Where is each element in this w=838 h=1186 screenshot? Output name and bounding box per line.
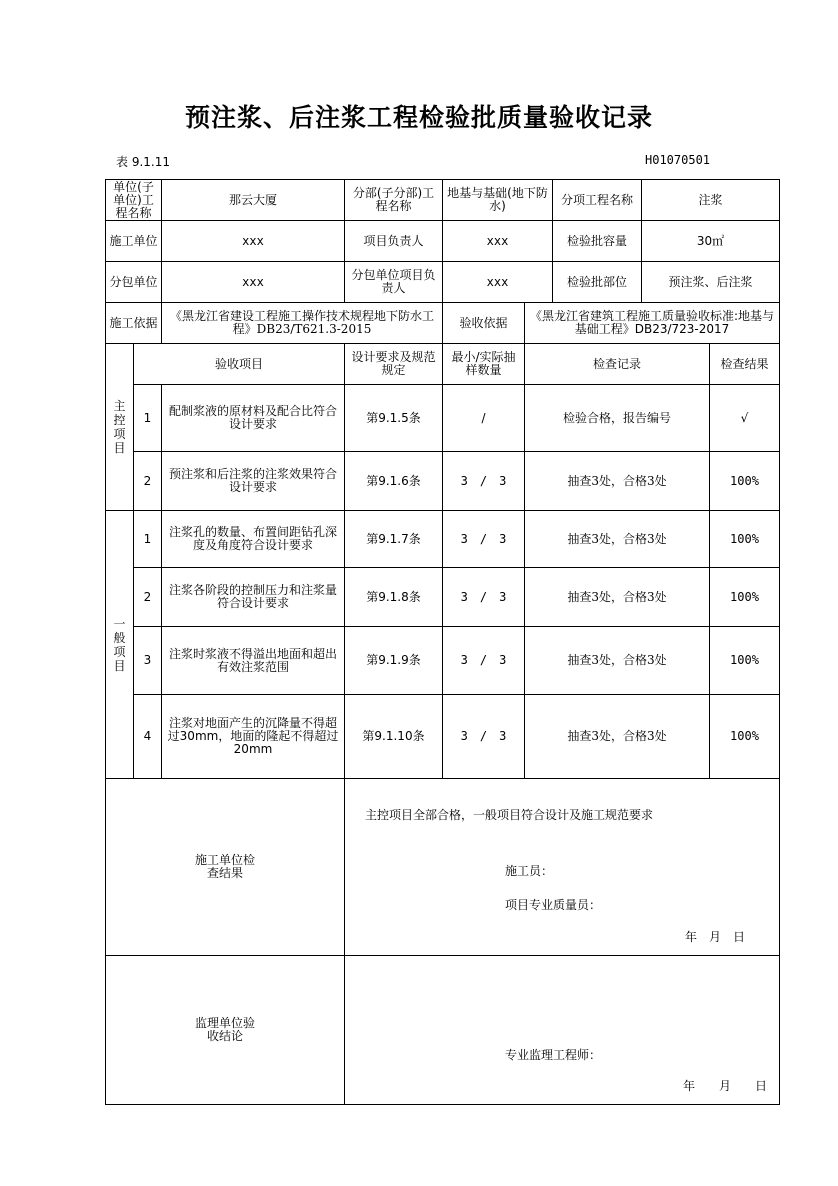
row-item: 注浆孔的数量、布置间距钻孔深度及角度符合设计要求 — [162, 511, 345, 568]
subitem-value: 注浆 — [642, 180, 780, 221]
row-clause: 第9.1.6条 — [345, 452, 443, 511]
construction-check-row — [106, 779, 780, 956]
construction-check-label: 施工单位检查结果 — [106, 779, 345, 956]
row-record: 抽查3处，合格3处 — [525, 627, 710, 695]
row-record: 抽查3处，合格3处 — [525, 568, 710, 627]
row-number: 2 — [134, 568, 162, 627]
row-number: 2 — [134, 452, 162, 511]
main-control-label-cell — [106, 344, 134, 511]
supervision-date: 年 月 日 — [683, 1079, 768, 1093]
sub-manager-label: 分包单位项目负责人 — [345, 262, 443, 303]
row-number: 4 — [134, 695, 162, 779]
location-value: 预注浆、后注浆 — [642, 262, 780, 303]
general-label: 一般项目 — [113, 616, 126, 673]
row-sample: 3 / 3 — [443, 627, 525, 695]
division-label: 分部(子分部)工程名称 — [345, 180, 443, 221]
table-number: 表 9.1.11 — [116, 155, 170, 169]
basis-value: 《黑龙江省建设工程施工操作技术规程地下防水工程》DB23/T621.3-2015 — [162, 303, 443, 344]
header-row-constructor — [106, 221, 780, 262]
row-clause: 第9.1.5条 — [345, 385, 443, 452]
table-row — [106, 627, 780, 695]
row-record: 抽查3处，合格3处 — [525, 695, 710, 779]
row-result: 100% — [710, 452, 780, 511]
row-number: 1 — [134, 511, 162, 568]
row-sample: / — [443, 385, 525, 452]
header-row-subcontractor — [106, 262, 780, 303]
row-clause: 第9.1.8条 — [345, 568, 443, 627]
row-sample: 3 / 3 — [443, 695, 525, 779]
basis-label: 施工依据 — [106, 303, 162, 344]
row-item: 预注浆和后注浆的注浆效果符合设计要求 — [162, 452, 345, 511]
worker-signature-label: 施工员： — [505, 864, 554, 878]
row-record: 检验合格，报告编号 — [525, 385, 710, 452]
manager-label: 项目负责人 — [345, 221, 443, 262]
column-item: 验收项目 — [134, 344, 345, 385]
subcontractor-label: 分包单位 — [106, 262, 162, 303]
table-row — [106, 568, 780, 627]
manager-value: xxx — [443, 221, 553, 262]
row-number: 3 — [134, 627, 162, 695]
acceptance-basis-value: 《黑龙江省建筑工程施工质量验收标准:地基与基础工程》DB23/723-2017 — [525, 303, 780, 344]
acceptance-basis-label: 验收依据 — [443, 303, 525, 344]
row-number: 1 — [134, 385, 162, 452]
capacity-value: 30㎡ — [642, 221, 780, 262]
row-result: √ — [710, 385, 780, 452]
table-row — [106, 511, 780, 568]
row-record: 抽查3处，合格3处 — [525, 452, 710, 511]
row-item: 注浆对地面产生的沉降量不得超过30mm，地面的隆起不得超过20mm — [162, 695, 345, 779]
inspection-record-table — [105, 179, 780, 1105]
row-item: 配制浆液的原材料及配合比符合设计要求 — [162, 385, 345, 452]
supervision-content — [345, 956, 780, 1105]
constructor-label: 施工单位 — [106, 221, 162, 262]
column-header-row — [106, 344, 780, 385]
construction-check-content — [345, 779, 780, 956]
construction-conclusion: 主控项目全部合格，一般项目符合设计及施工规范要求 — [365, 808, 654, 822]
subcontractor-value: xxx — [162, 262, 345, 303]
capacity-label: 检验批容量 — [553, 221, 642, 262]
header-row-project — [106, 180, 780, 221]
header-row-basis — [106, 303, 780, 344]
table-row — [106, 452, 780, 511]
row-item: 注浆时浆液不得溢出地面和超出有效注浆范围 — [162, 627, 345, 695]
row-record: 抽查3处，合格3处 — [525, 511, 710, 568]
sub-manager-value: xxx — [443, 262, 553, 303]
unit-project-label: 单位(子单位)工程名称 — [106, 180, 162, 221]
unit-project-value: 那云大厦 — [162, 180, 345, 221]
document-code: H01070501 — [645, 153, 711, 167]
row-clause: 第9.1.10条 — [345, 695, 443, 779]
supervision-label: 监理单位验收结论 — [106, 956, 345, 1105]
row-item: 注浆各阶段的控制压力和注浆量符合设计要求 — [162, 568, 345, 627]
location-label: 检验批部位 — [553, 262, 642, 303]
qc-signature-label: 项目专业质量员： — [505, 898, 602, 912]
page-title: 预注浆、后注浆工程检验批质量验收记录 — [184, 103, 653, 132]
supervision-row — [106, 956, 780, 1105]
row-result: 100% — [710, 511, 780, 568]
row-clause: 第9.1.7条 — [345, 511, 443, 568]
row-result: 100% — [710, 568, 780, 627]
column-result: 检查结果 — [710, 344, 780, 385]
constructor-value: xxx — [162, 221, 345, 262]
construction-date: 年 月 日 — [685, 930, 746, 944]
table-row — [106, 695, 780, 779]
supervisor-signature-label: 专业监理工程师： — [505, 1048, 602, 1062]
subitem-label: 分项工程名称 — [553, 180, 642, 221]
row-sample: 3 / 3 — [443, 568, 525, 627]
row-result: 100% — [710, 695, 780, 779]
division-value: 地基与基础(地下防水) — [443, 180, 553, 221]
row-sample: 3 / 3 — [443, 511, 525, 568]
column-sample: 最小/实际抽样数量 — [443, 344, 525, 385]
general-label-cell — [106, 511, 134, 779]
row-sample: 3 / 3 — [443, 452, 525, 511]
column-record: 检查记录 — [525, 344, 710, 385]
column-design: 设计要求及规范规定 — [345, 344, 443, 385]
row-result: 100% — [710, 627, 780, 695]
table-row — [106, 385, 780, 452]
main-control-label: 主控项目 — [113, 399, 126, 455]
row-clause: 第9.1.9条 — [345, 627, 443, 695]
